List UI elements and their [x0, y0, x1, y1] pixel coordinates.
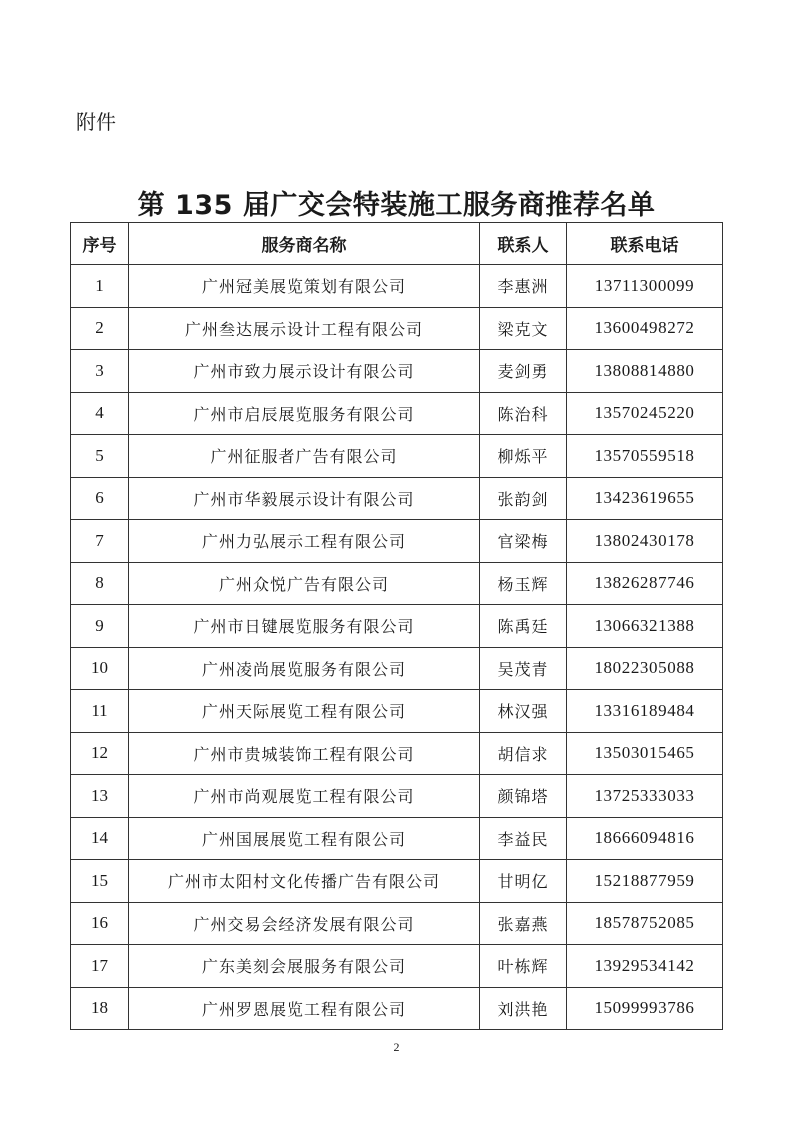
- provider-name: 广州市太阳村文化传播广告有限公司: [129, 860, 480, 903]
- provider-name: 广东美刻会展服务有限公司: [129, 945, 480, 988]
- service-provider-table: [70, 222, 723, 1030]
- contact-person: 梁克文: [480, 307, 567, 350]
- row-number: 7: [71, 520, 129, 563]
- contact-phone: 13066321388: [567, 605, 723, 648]
- row-number: 12: [71, 732, 129, 775]
- contact-person: 吴茂青: [480, 647, 567, 690]
- table-row: [71, 392, 723, 435]
- row-number: 4: [71, 392, 129, 435]
- provider-name: 广州市尚观展览工程有限公司: [129, 775, 480, 818]
- provider-name: 广州力弘展示工程有限公司: [129, 520, 480, 563]
- table-body: [71, 265, 723, 1030]
- provider-name: 广州市日键展览服务有限公司: [129, 605, 480, 648]
- table-row: [71, 477, 723, 520]
- provider-name: 广州罗恩展览工程有限公司: [129, 987, 480, 1030]
- row-number: 16: [71, 902, 129, 945]
- column-header-number: 序号: [71, 223, 129, 265]
- row-number: 5: [71, 435, 129, 478]
- contact-phone: 13570245220: [567, 392, 723, 435]
- table-row: [71, 817, 723, 860]
- provider-name: 广州征服者广告有限公司: [129, 435, 480, 478]
- provider-name: 广州国展展览工程有限公司: [129, 817, 480, 860]
- table-row: [71, 435, 723, 478]
- contact-person: 胡信求: [480, 732, 567, 775]
- contact-phone: 13316189484: [567, 690, 723, 733]
- provider-name: 广州冠美展览策划有限公司: [129, 265, 480, 308]
- provider-name: 广州市贵城装饰工程有限公司: [129, 732, 480, 775]
- table-row: [71, 307, 723, 350]
- contact-person: 李益民: [480, 817, 567, 860]
- table-header-row: [71, 223, 723, 265]
- contact-person: 官梁梅: [480, 520, 567, 563]
- table-row: [71, 562, 723, 605]
- contact-person: 李惠洲: [480, 265, 567, 308]
- contact-person: 刘洪艳: [480, 987, 567, 1030]
- table-row: [71, 647, 723, 690]
- contact-phone: 15218877959: [567, 860, 723, 903]
- contact-person: 颜锦塔: [480, 775, 567, 818]
- contact-phone: 18022305088: [567, 647, 723, 690]
- row-number: 8: [71, 562, 129, 605]
- row-number: 3: [71, 350, 129, 393]
- contact-person: 林汉强: [480, 690, 567, 733]
- provider-name: 广州市启辰展览服务有限公司: [129, 392, 480, 435]
- provider-name: 广州凌尚展览服务有限公司: [129, 647, 480, 690]
- contact-phone: 13802430178: [567, 520, 723, 563]
- contact-phone: 13503015465: [567, 732, 723, 775]
- contact-phone: 13423619655: [567, 477, 723, 520]
- table-row: [71, 860, 723, 903]
- table-row: [71, 520, 723, 563]
- provider-name: 广州众悦广告有限公司: [129, 562, 480, 605]
- provider-name: 广州叁达展示设计工程有限公司: [129, 307, 480, 350]
- row-number: 18: [71, 987, 129, 1030]
- column-header-contact: 联系人: [480, 223, 567, 265]
- table-row: [71, 775, 723, 818]
- contact-person: 张韵剑: [480, 477, 567, 520]
- row-number: 15: [71, 860, 129, 903]
- row-number: 17: [71, 945, 129, 988]
- provider-name: 广州天际展览工程有限公司: [129, 690, 480, 733]
- contact-phone: 13725333033: [567, 775, 723, 818]
- contact-phone: 13808814880: [567, 350, 723, 393]
- table-row: [71, 690, 723, 733]
- provider-name: 广州市华毅展示设计有限公司: [129, 477, 480, 520]
- provider-name: 广州交易会经济发展有限公司: [129, 902, 480, 945]
- contact-phone: 18666094816: [567, 817, 723, 860]
- row-number: 2: [71, 307, 129, 350]
- column-header-provider-name: 服务商名称: [129, 223, 480, 265]
- row-number: 10: [71, 647, 129, 690]
- row-number: 11: [71, 690, 129, 733]
- page-number: 2: [393, 1040, 400, 1054]
- attachment-label: 附件: [76, 110, 116, 134]
- contact-phone: 13929534142: [567, 945, 723, 988]
- table-row: [71, 945, 723, 988]
- contact-phone: 13570559518: [567, 435, 723, 478]
- contact-phone: 13826287746: [567, 562, 723, 605]
- provider-name: 广州市致力展示设计有限公司: [129, 350, 480, 393]
- table-row: [71, 732, 723, 775]
- contact-person: 陈治科: [480, 392, 567, 435]
- table-row: [71, 987, 723, 1030]
- table-row: [71, 605, 723, 648]
- document-title: 第 135 届广交会特装施工服务商推荐名单: [137, 190, 656, 221]
- row-number: 6: [71, 477, 129, 520]
- contact-person: 叶栋辉: [480, 945, 567, 988]
- row-number: 1: [71, 265, 129, 308]
- contact-phone: 18578752085: [567, 902, 723, 945]
- contact-person: 陈禹廷: [480, 605, 567, 648]
- table-row: [71, 350, 723, 393]
- contact-phone: 13711300099: [567, 265, 723, 308]
- contact-person: 麦剑勇: [480, 350, 567, 393]
- column-header-phone: 联系电话: [567, 223, 723, 265]
- row-number: 9: [71, 605, 129, 648]
- row-number: 14: [71, 817, 129, 860]
- contact-phone: 13600498272: [567, 307, 723, 350]
- contact-person: 杨玉辉: [480, 562, 567, 605]
- contact-person: 柳烁平: [480, 435, 567, 478]
- contact-phone: 15099993786: [567, 987, 723, 1030]
- table-row: [71, 265, 723, 308]
- contact-person: 甘明亿: [480, 860, 567, 903]
- contact-person: 张嘉燕: [480, 902, 567, 945]
- row-number: 13: [71, 775, 129, 818]
- table-row: [71, 902, 723, 945]
